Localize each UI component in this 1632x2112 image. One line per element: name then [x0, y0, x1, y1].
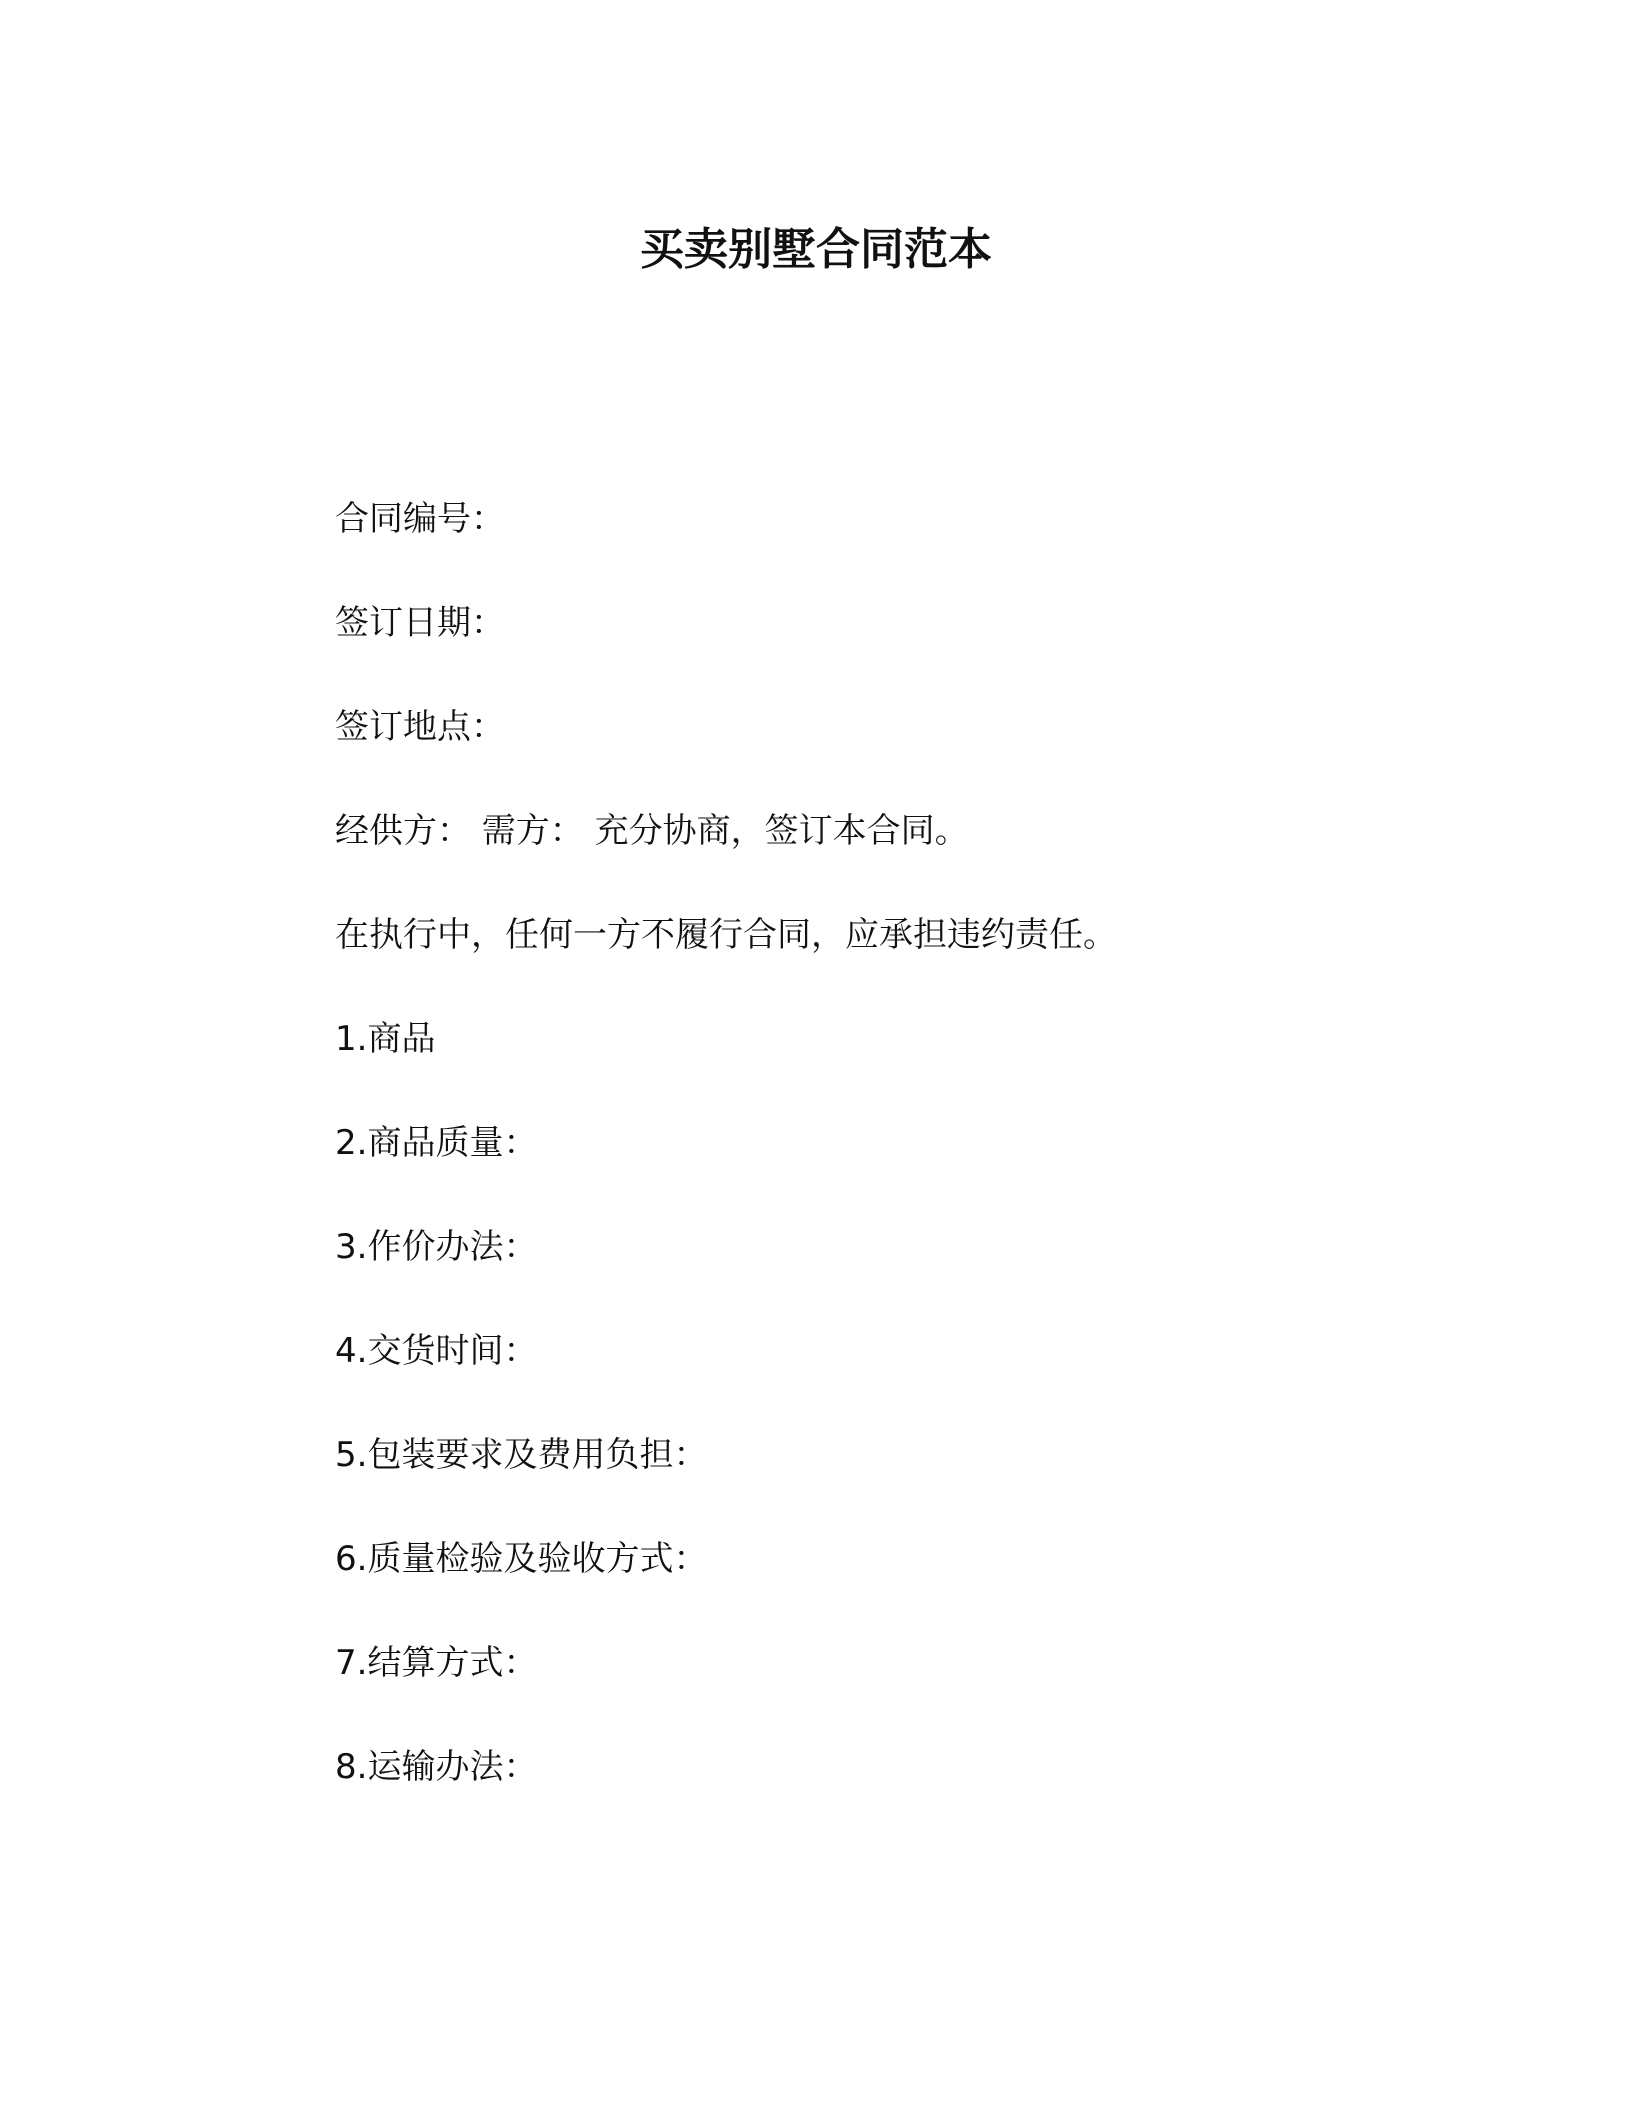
clause-4-delivery-time: 4.交货时间：: [335, 1331, 538, 1371]
document-body: [335, 492, 1435, 1844]
clause-8-transport: 8.运输办法：: [335, 1747, 538, 1787]
document-title: 买卖别墅合同范本: [640, 224, 992, 275]
signing-date-line: 签订日期：: [335, 603, 505, 643]
clause-1-goods: 1.商品: [335, 1019, 436, 1059]
clause-6-inspection: 6.质量检验及验收方式：: [335, 1539, 708, 1579]
clause-7-settlement: 7.结算方式：: [335, 1643, 538, 1683]
clause-2-quality: 2.商品质量：: [335, 1123, 538, 1163]
contract-number-line: 合同编号：: [335, 499, 505, 539]
breach-liability-line: 在执行中，任何一方不履行合同，应承担违约责任。: [335, 915, 1117, 955]
clause-5-packaging: 5.包装要求及费用负担：: [335, 1435, 708, 1475]
parties-agreement-line: 经供方： 需方： 充分协商，签订本合同。: [335, 811, 969, 851]
signing-place-line: 签订地点：: [335, 707, 505, 747]
clause-3-pricing: 3.作价办法：: [335, 1227, 538, 1267]
